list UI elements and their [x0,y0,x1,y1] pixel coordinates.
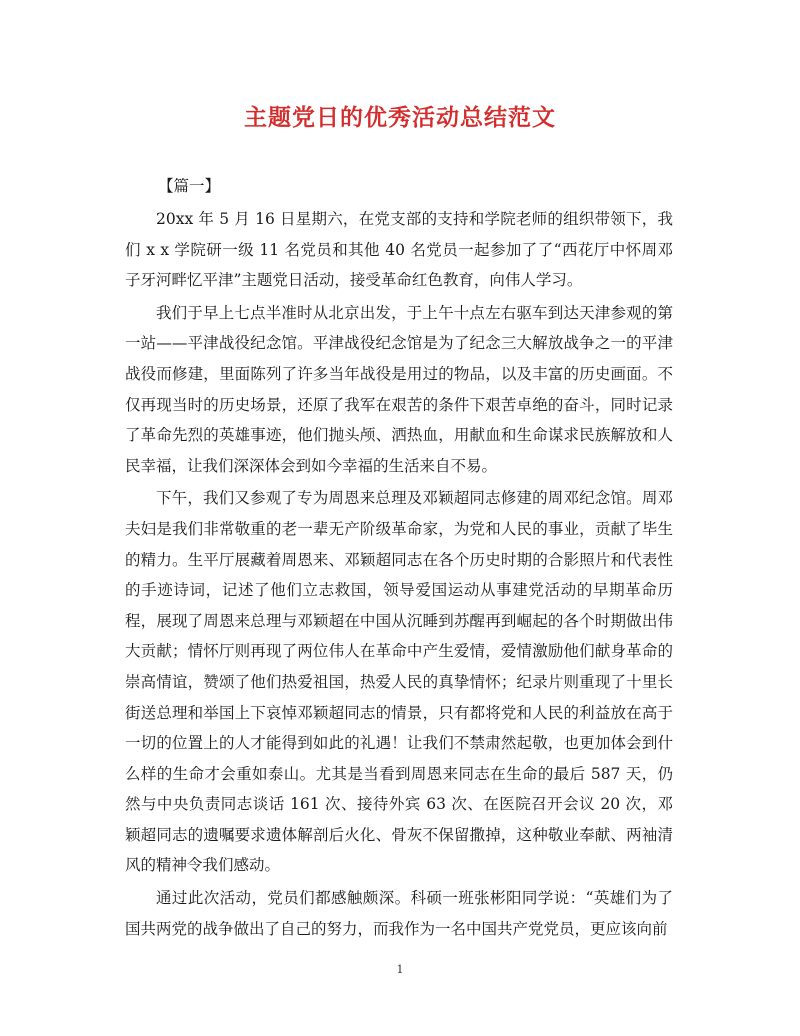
page-number: 1 [396,963,404,976]
paragraph-2: 我们于早上七点半准时从北京出发，于上午十点左右驱车到达天津参观的第一站——平津战役纪念馆。平津战役纪念馆是为了纪念三大解放战争之一的平津战役而修建，里面陈列了许多当年战役是用过的物品，以及丰富的历史画面。不仅再现当时的历史场景，还原了我军在艰苦的条件下艰苦卓绝的奋斗，同时记录了革命先烈的英雄事迹，他们抛头颅、洒热血，用献血和生命谋求民族解放和人民幸福，让我们深深体会到如今幸福的生活来自不易。 [125,303,673,475]
section-label: 【篇一】 [158,177,221,195]
paragraph-3: 下午，我们又参观了专为周恩来总理及邓颖超同志修建的周邓纪念馆。周邓夫妇是我们非常敬重的老一辈无产阶级革命家，为党和人民的事业，贡献了毕生的精力。生平厅展藏着周恩来、邓颖超同志在各个历史时期的合影照片和代表性的手迹诗词，记述了他们立志救国，领导爱国运动从事建党活动的早期革命历程，展现了周恩来总理与邓颖超在中国从沉睡到苏醒再到崛起的各个时期做出伟大贡献；情怀厅则再现了两位伟人在革命中产生爱情，爱情激励他们献身革命的崇高情谊，赞颂了他们热爱祖国，热爱人民的真挚情怀；纪录片则重现了十里长街送总理和举国上下哀悼邓颖超同志的情景，只有都将党和人民的利益放在高于一切的位置上的人才能得到如此的礼遇！让我们不禁肃然起敬，也更加体会到什么样的生命才会重如泰山。尤其是当看到周恩来同志在生命的最后 587 天，仍然与中央负责同志谈话 161 次、接待外宾 63 次、在医院召开会议 20 次，邓颖超同志的遗嘱要求遗体解剖后火化、骨灰不保留撒掉，这种敬业奉献、两袖清风的精神令我们感动。 [125,489,673,875]
paragraph-1: 20xx 年 5 月 16 日星期六，在党支部的支持和学院老师的组织带领下，我们 x x 学院研一级 11 名党员和其他 40 名党员一起参加了了“西花厅中怀周邓子牙河畔忆平津”主题党日活动，接受革命红色教育，向伟人学习。 [125,210,673,290]
document-title: 主题党日的优秀活动总结范文 [244,104,556,131]
paragraph-4: 通过此次活动，党员们都感触颇深。科硕一班张彬阳同学说：“英雄们为了国共两党的战争做出了自己的努力，而我作为一名中国共产党党员，更应该向前 [125,889,673,938]
document-body [125,204,673,946]
